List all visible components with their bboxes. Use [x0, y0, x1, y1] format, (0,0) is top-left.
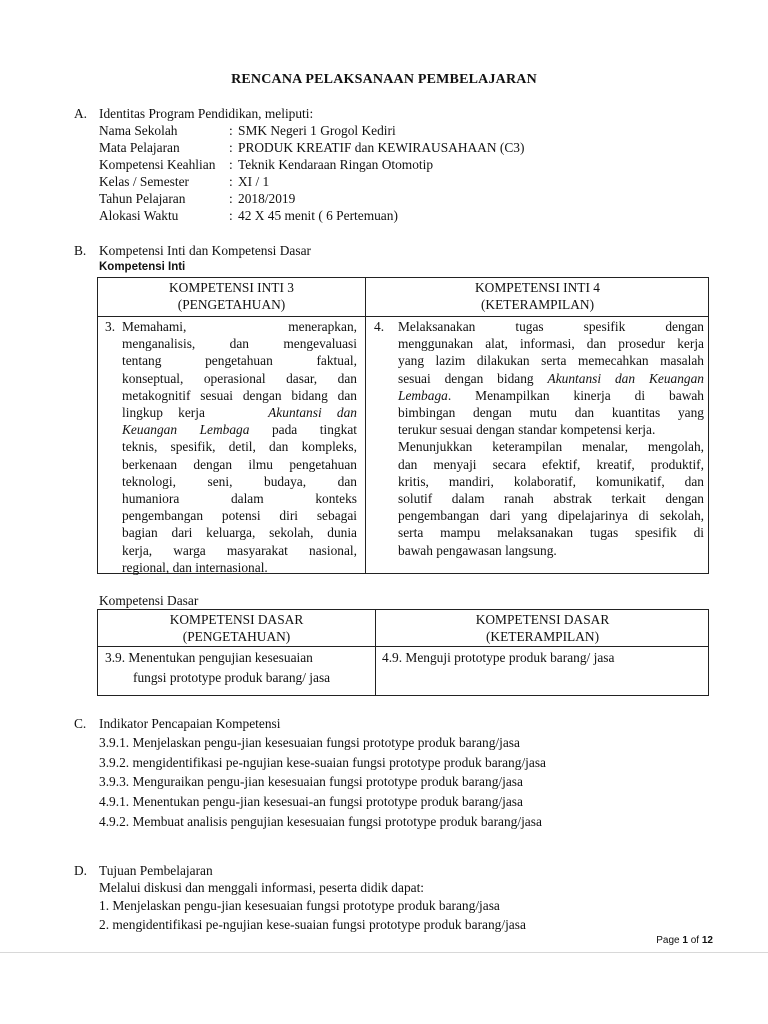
- ki3-line: tentang pengetahuan faktual,: [122, 353, 357, 369]
- ki3-line: [122, 404, 357, 421]
- identity-label: Mata Pelajaran: [99, 140, 180, 155]
- ki3-italic-text: Keuangan Lembaga: [122, 422, 250, 438]
- identity-label: Kompetensi Keahlian: [99, 157, 216, 172]
- page-word: Page: [656, 935, 680, 946]
- indicator-item: 3.9.1. Menjelaskan pengu-jian kesesuaian fungsi prototype produk barang/jasa: [99, 735, 520, 750]
- identity-label: Tahun Pelajaran: [99, 191, 186, 206]
- ki3-line: teknis, spesifik, detil, dan kompleks,: [122, 439, 357, 455]
- ki3-line: humaniora dalam konteks: [122, 491, 357, 507]
- indicator-item: 4.9.1. Menentukan pengu-jian kesesuai-an fungsi prototype produk barang/jasa: [99, 794, 523, 809]
- identity-separator: :: [229, 174, 233, 189]
- ki3-header-line2: (PENGETAHUAN): [177, 297, 286, 312]
- ki3-line: pengembangan potensi diri sebagai: [122, 508, 357, 524]
- ki3-line: metakognitif sesuai dengan bidang dan: [122, 387, 357, 403]
- ki-subtitle: Kompetensi Inti: [99, 261, 186, 273]
- ki4-line: serta mampu melaksanakan tugas spesifik di: [398, 525, 704, 541]
- ki3-italic-text: Akuntansi dan: [268, 405, 357, 421]
- ki3-line: berkenaan dengan ilmu pengetahuan: [122, 456, 357, 472]
- kd3-line: fungsi prototype produk barang/ jasa: [133, 670, 331, 685]
- ki3-content: [122, 318, 357, 576]
- section-b-letter: B.: [74, 243, 87, 258]
- section-c-title: Indikator Pencapaian Kompetensi: [99, 716, 281, 731]
- ki4-line: bimbingan dengan mutu dan kuantitas yang: [398, 405, 704, 421]
- ki4-line: dan menyaji secara efektif, kreatif, produktif,: [398, 456, 704, 472]
- document-title: RENCANA PELAKSANAAN PEMBELAJARAN: [231, 72, 537, 87]
- objective-intro: Melalui diskusi dan menggali informasi, peserta didik dapat:: [99, 880, 425, 895]
- identity-value: 2018/2019: [238, 191, 296, 206]
- section-c-letter: C.: [74, 716, 87, 731]
- ki4-line: terukur sesuai dengan standar kompetensi kerja.: [398, 422, 656, 438]
- kd3-header-line1: KOMPETENSI DASAR: [169, 612, 304, 627]
- section-d-title: Tujuan Pembelajaran: [99, 863, 213, 878]
- ki4-italic-text: Lembaga: [398, 387, 448, 403]
- ki3-line: regional, dan internasional.: [122, 559, 268, 575]
- identity-value: Teknik Kendaraan Ringan Otomotip: [238, 157, 434, 172]
- ki4-header: [366, 279, 709, 313]
- kompetensi-dasar-table: [97, 609, 709, 696]
- identity-separator: :: [229, 208, 233, 223]
- kd3-line: 3.9. Menentukan pengujian kesesuaian: [105, 650, 313, 665]
- section-d-letter: D.: [74, 863, 88, 878]
- ki4-line: yang lazim dilakukan serta memecahkan masalah: [398, 353, 704, 369]
- of-word: of: [690, 935, 700, 946]
- ki4-line: menggunakan alat, informasi, dan prosedur kerja: [398, 336, 704, 352]
- objective-item: 2. mengidentifikasi pe-ngujian kese-suaian fungsi prototype produk barang/jasa: [99, 917, 526, 932]
- ki4-text: . Menampilkan kinerja di bawah: [447, 387, 704, 403]
- ki4-number: 4.: [374, 319, 385, 334]
- kompetensi-inti-table: [97, 277, 709, 574]
- kd4-line: 4.9. Menguji prototype produk barang/ jasa: [382, 650, 615, 665]
- ki3-header: [98, 279, 365, 313]
- ki4-header-line1: KOMPETENSI INTI 4: [475, 280, 600, 295]
- identity-label: Nama Sekolah: [99, 123, 178, 138]
- identity-separator: :: [229, 123, 233, 138]
- ki4-line: pengembangan dari yang dipelajarinya di sekolah,: [398, 508, 704, 524]
- kd3-header-line2: (PENGETAHUAN): [182, 629, 291, 644]
- indicator-item: 3.9.3. Menguraikan pengu-jian kesesuaian fungsi prototype produk barang/jasa: [99, 774, 523, 789]
- kd4-header-line2: (KETERAMPILAN): [485, 629, 600, 644]
- indicator-item: 4.9.2. Membuat analisis pengujian kesesuaian fungsi prototype produk barang/jasa: [99, 814, 542, 829]
- section-b-title: Kompetensi Inti dan Kompetensi Dasar: [99, 243, 311, 258]
- ki3-line: menganalisis, dan mengevaluasi: [122, 336, 357, 352]
- table-divider: [365, 278, 366, 573]
- table-divider: [98, 316, 708, 317]
- indicator-item: 3.9.2. mengidentifikasi pe-ngujian kese-suaian fungsi prototype produk barang/jasa: [99, 755, 546, 770]
- identity-value: XI / 1: [238, 174, 270, 189]
- identity-value: SMK Negeri 1 Grogol Kediri: [238, 123, 396, 138]
- kd4-header-line1: KOMPETENSI DASAR: [475, 612, 610, 627]
- identity-value: PRODUK KREATIF dan KEWIRAUSAHAAN (C3): [238, 140, 525, 155]
- ki4-header-line2: (KETERAMPILAN): [480, 297, 595, 312]
- ki3-line: kerja, warga masyarakat nasional,: [122, 542, 357, 558]
- table-divider: [98, 646, 708, 647]
- ki3-number: 3.: [105, 319, 116, 334]
- ki3-line: konseptual, operasional dasar, dan: [122, 370, 357, 386]
- identity-value: 42 X 45 menit ( 6 Pertemuan): [238, 208, 398, 223]
- ki4-italic-text: Akuntansi dan Keuangan: [547, 370, 704, 386]
- page-number: [656, 935, 713, 946]
- objective-item: 1. Menjelaskan pengu-jian kesesuaian fungsi prototype produk barang/jasa: [99, 898, 500, 913]
- ki4-text: sesuai dengan bidang: [398, 370, 548, 386]
- ki3-line: [122, 421, 357, 438]
- identity-label: Kelas / Semester: [99, 174, 189, 189]
- total-pages: 12: [701, 935, 713, 946]
- ki4-line: kritis, mandiri, kolaboratif, komunikatif, dan: [398, 473, 704, 489]
- kd3-header: [98, 611, 375, 645]
- current-page: 1: [682, 935, 688, 946]
- ki4-line: Menunjukkan keterampilan menalar, mengolah,: [398, 439, 704, 455]
- ki3-line: Memahami, menerapkan,: [122, 319, 357, 334]
- ki4-content: [398, 318, 704, 559]
- identity-separator: :: [229, 157, 233, 172]
- kd-subtitle: Kompetensi Dasar: [99, 593, 199, 608]
- identity-separator: :: [229, 191, 233, 206]
- ki3-line: bagian dari keluarga, sekolah, dunia: [122, 525, 357, 541]
- ki3-header-line1: KOMPETENSI INTI 3: [169, 280, 294, 295]
- ki4-line: solutif dalam ranah abstrak terkait dengan: [398, 491, 704, 507]
- section-a-title: Identitas Program Pendidikan, meliputi:: [99, 106, 314, 121]
- ki4-line: bawah pengawasan langsung.: [398, 542, 557, 558]
- ki3-text: pada tingkat: [249, 422, 357, 438]
- ki4-line: Melaksanakan tugas spesifik dengan: [398, 319, 704, 334]
- page-bottom-rule: [0, 952, 768, 953]
- identity-label: Alokasi Waktu: [99, 208, 179, 223]
- identity-separator: :: [229, 140, 233, 155]
- section-a-letter: A.: [74, 106, 88, 121]
- ki4-line: [398, 387, 704, 404]
- kd4-header: [376, 611, 709, 645]
- ki4-line: [398, 370, 704, 387]
- ki3-text: lingkup kerja: [122, 405, 221, 421]
- ki3-line: teknologi, seni, budaya, dan: [122, 473, 357, 489]
